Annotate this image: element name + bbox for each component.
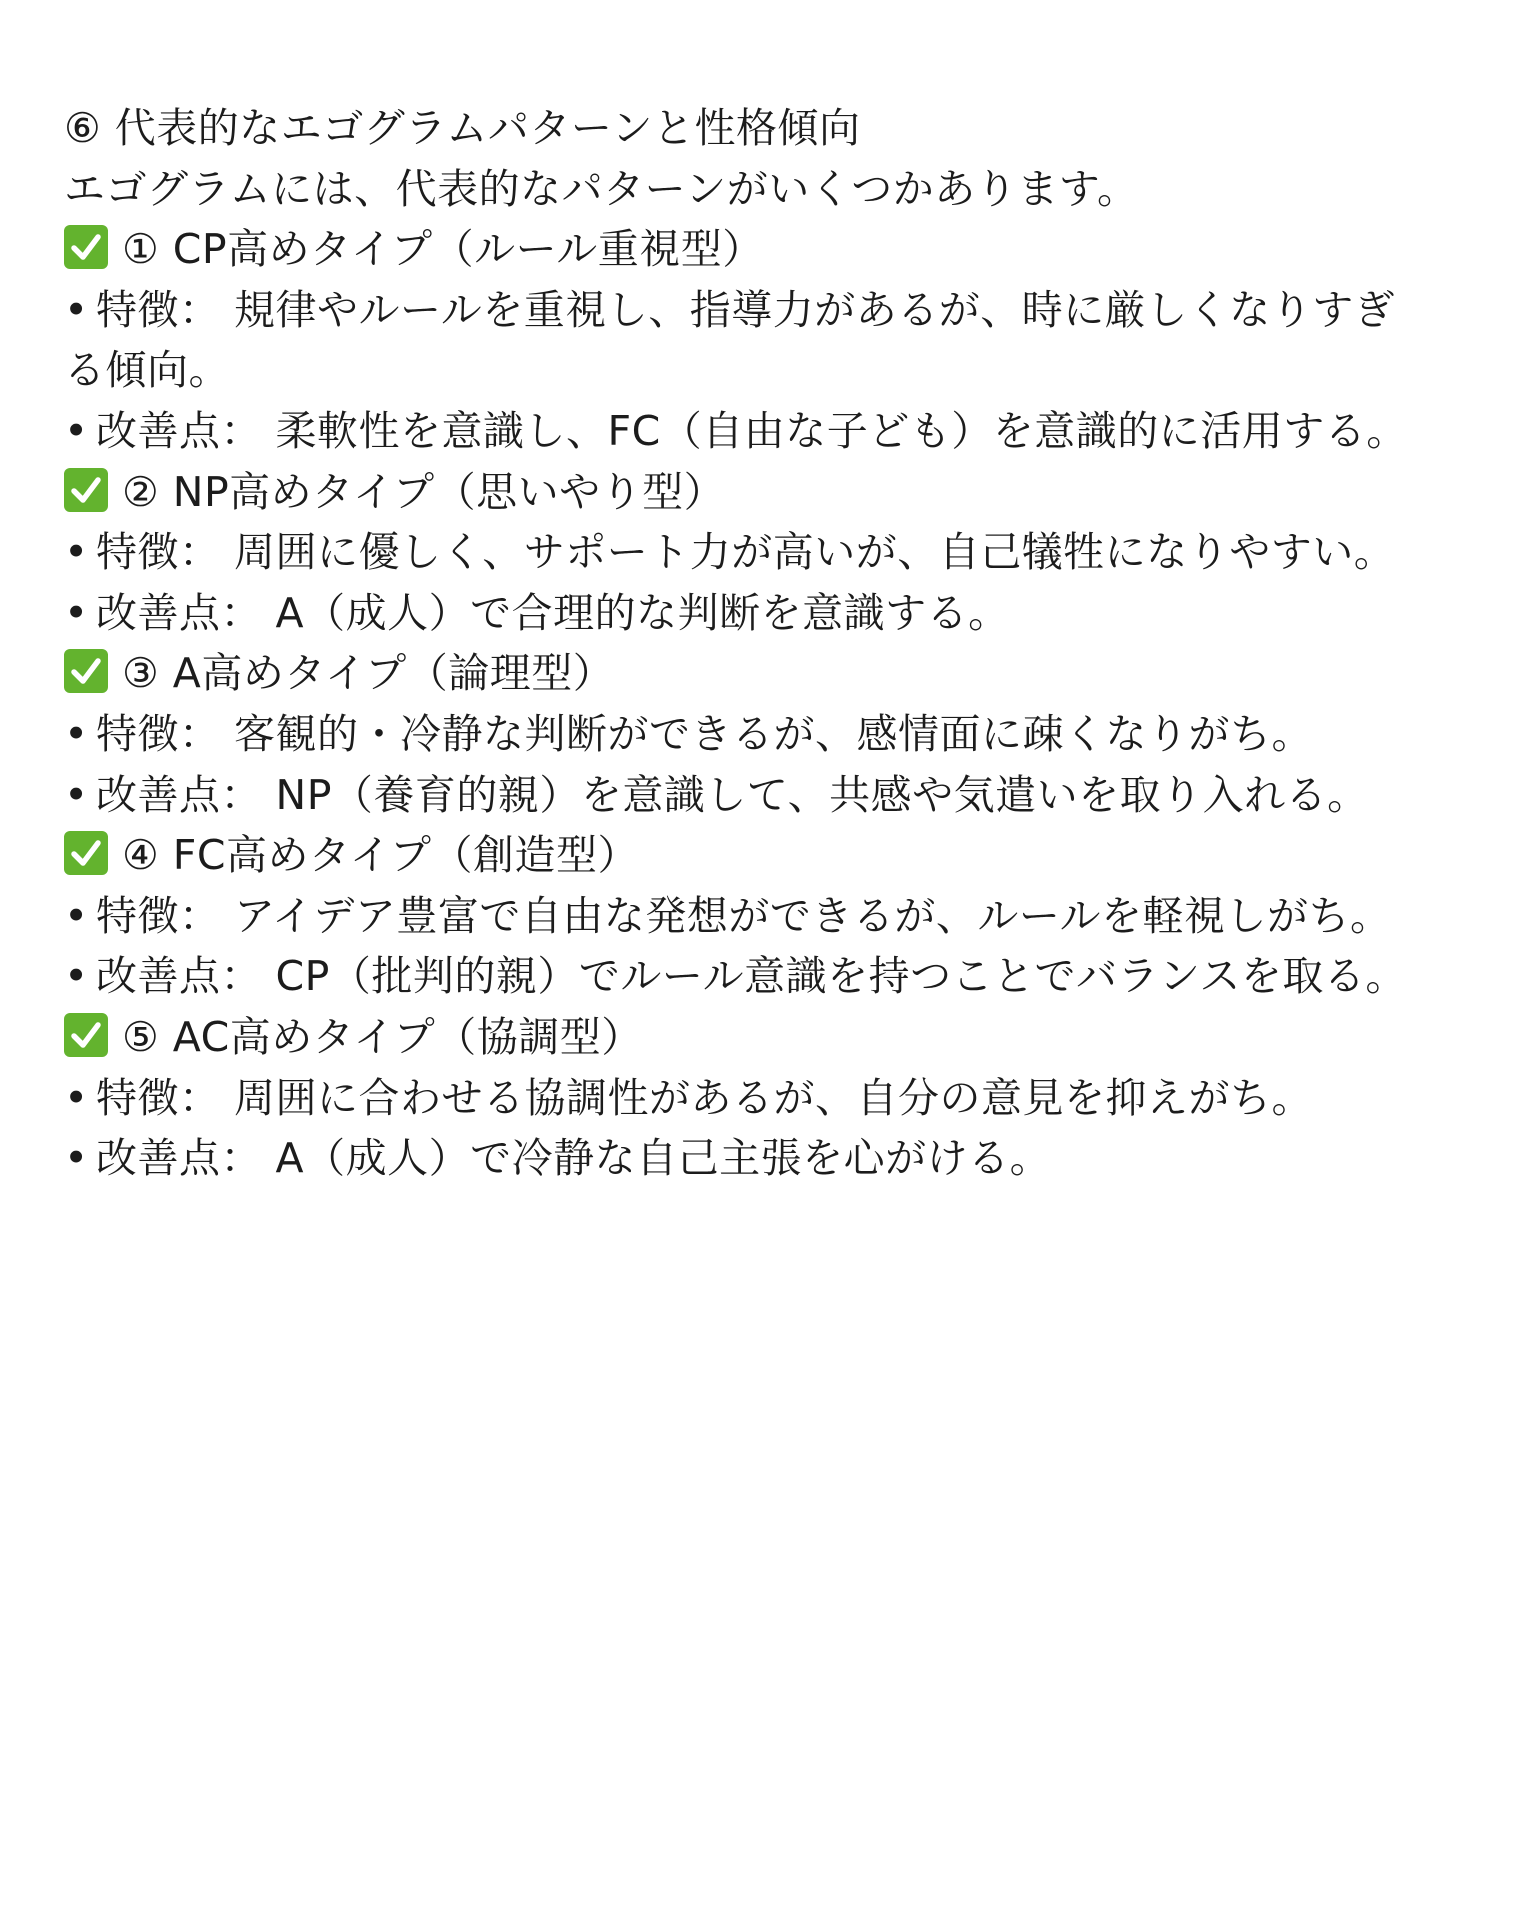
bullet: •	[64, 406, 89, 455]
feature-row-a	[64, 704, 1484, 765]
pattern-title-a	[64, 643, 1484, 704]
pattern-title-fc	[64, 825, 1484, 886]
improve-text: 改善点： NP（養育的親）を意識して、共感や気遣いを取り入れる。	[96, 770, 1369, 819]
feature-row-ac	[64, 1068, 1484, 1129]
feature-row-np	[64, 522, 1484, 583]
check-mark-icon	[64, 225, 108, 269]
intro-text: エゴグラムには、代表的なパターンがいくつかあります。	[64, 164, 1139, 213]
bullet: •	[64, 1134, 89, 1183]
check-mark-icon	[64, 468, 108, 512]
pattern-title-text: ① CP高めタイプ（ルール重視型）	[122, 225, 764, 274]
improve-row-np	[64, 583, 1484, 644]
feature-text: 特徴： 周囲に優しく、サポート力が高いが、自己犠牲になりやすい。	[96, 528, 1396, 577]
feature-continuation-cp: る傾向。	[64, 346, 230, 395]
document-body	[64, 98, 1484, 1189]
check-mark-icon	[64, 649, 108, 693]
pattern-title-text: ② NP高めタイプ（思いやり型）	[122, 467, 726, 516]
improve-row-ac	[64, 1128, 1484, 1189]
improve-row-fc	[64, 946, 1484, 1007]
feature-text: 特徴： 客観的・冷静な判断ができるが、感情面に疎くなりがち。	[96, 709, 1314, 758]
improve-text: 改善点： 柔軟性を意識し、FC（自由な子ども）を意識的に活用する。	[96, 406, 1408, 455]
pattern-title-np	[64, 462, 1484, 523]
feature-row-fc	[64, 886, 1484, 947]
feature-row-cp	[64, 280, 1484, 341]
bullet: •	[64, 285, 89, 334]
bullet: •	[64, 588, 89, 637]
improve-text: 改善点： CP（批判的親）でルール意識を持つことでバランスを取る。	[96, 952, 1407, 1001]
feature-text: 特徴： 規律やルールを重視し、指導力があるが、時に厳しくなりすぎ	[96, 285, 1396, 334]
check-mark-icon	[64, 1013, 108, 1057]
pattern-title-text: ④ FC高めタイプ（創造型）	[122, 831, 639, 880]
improve-text: 改善点： A（成人）で冷静な自己主張を心がける。	[96, 1134, 1052, 1183]
improve-text: 改善点： A（成人）で合理的な判断を意識する。	[96, 588, 1010, 637]
pattern-title-cp	[64, 219, 1484, 280]
pattern-title-text: ③ A高めタイプ（論理型）	[122, 649, 615, 698]
section-heading: ⑥ 代表的なエゴグラムパターンと性格傾向	[64, 104, 861, 152]
bullet: •	[64, 1073, 89, 1122]
pattern-title-text: ⑤ AC高めタイプ（協調型）	[122, 1012, 643, 1061]
bullet: •	[64, 528, 89, 577]
bullet: •	[64, 952, 89, 1001]
feature-text: 特徴： アイデア豊富で自由な発想ができるが、ルールを軽視しがち。	[96, 891, 1392, 940]
bullet: •	[64, 891, 89, 940]
improve-row-cp	[64, 401, 1484, 462]
check-mark-icon	[64, 831, 108, 875]
pattern-title-ac	[64, 1007, 1484, 1068]
bullet: •	[64, 770, 89, 819]
improve-row-a	[64, 765, 1484, 826]
feature-text: 特徴： 周囲に合わせる協調性があるが、自分の意見を抑えがち。	[96, 1073, 1314, 1122]
bullet: •	[64, 709, 89, 758]
